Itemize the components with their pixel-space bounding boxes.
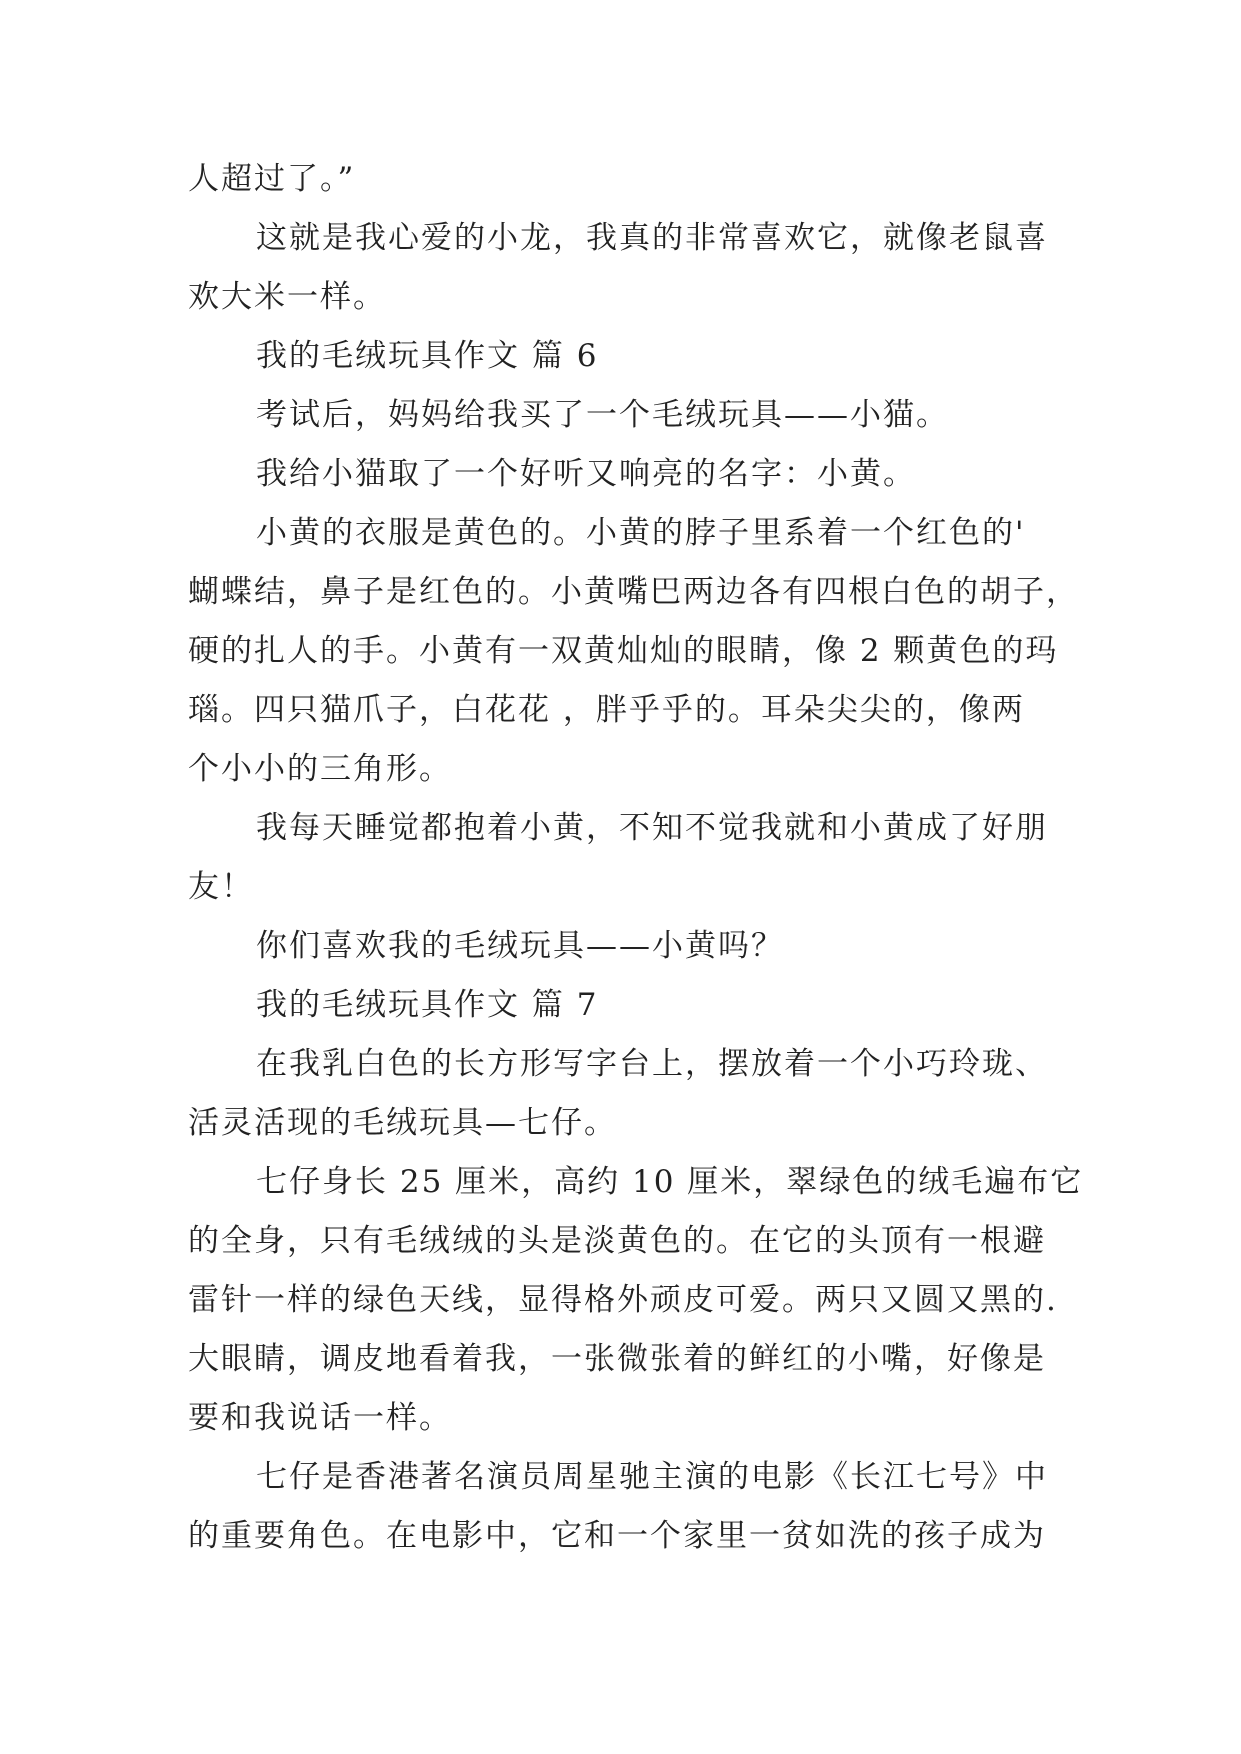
section-heading: 我的毛绒玩具作文 篇 7 (256, 987, 599, 1023)
text-line: 硬的扎人的手。小黄有一双黄灿灿的眼睛，像 2 颗黄色的玛 (188, 633, 1059, 669)
text-line: 蝴蝶结，鼻子是红色的。小黄嘴巴两边各有四根白色的胡子， (188, 574, 1079, 610)
text-line: 我给小猫取了一个好听又响亮的名字：小黄。 (256, 456, 916, 492)
text-line: 七仔身长 25 厘米，高约 10 厘米，翠绿色的绒毛遍布它 (256, 1164, 1084, 1200)
text-line: 个小小的三角形。 (188, 751, 452, 787)
text-line: 瑙。四只猫爪子，白花花 ，胖乎乎的。耳朵尖尖的，像两 (188, 692, 1025, 728)
text-line: 我每天睡觉都抱着小黄，不知不觉我就和小黄成了好朋 (256, 810, 1048, 846)
text-line: 七仔是香港著名演员周星驰主演的电影《长江七号》中 (256, 1459, 1048, 1495)
text-line: 大眼睛，调皮地看着我，一张微张着的鲜红的小嘴，好像是 (188, 1341, 1046, 1377)
text-line: 考试后，妈妈给我买了一个毛绒玩具——小猫。 (256, 397, 949, 433)
text-line: 友！ (188, 869, 254, 905)
text-line: 这就是我心爱的小龙，我真的非常喜欢它，就像老鼠喜 (256, 220, 1048, 256)
text-line: 你们喜欢我的毛绒玩具——小黄吗？ (256, 928, 784, 964)
document-page (188, 150, 1084, 1566)
text-line: 的重要角色。在电影中，它和一个家里一贫如洗的孩子成为 (188, 1518, 1046, 1554)
text-line: 的全身，只有毛绒绒的头是淡黄色的。在它的头顶有一根避 (188, 1223, 1046, 1259)
text-line: 在我乳白色的长方形写字台上，摆放着一个小巧玲珑、 (256, 1046, 1048, 1082)
text-line: 人超过了。” (188, 161, 356, 197)
text-line: 要和我说话一样。 (188, 1400, 452, 1436)
text-line: 活灵活现的毛绒玩具—七仔。 (188, 1105, 617, 1141)
section-heading: 我的毛绒玩具作文 篇 6 (256, 338, 599, 374)
text-line: 小黄的衣服是黄色的。小黄的脖子里系着一个红色的' (256, 515, 1026, 551)
text-line: 欢大米一样。 (188, 279, 386, 315)
text-line: 雷针一样的绿色天线，显得格外顽皮可爱。两只又圆又黑的. (188, 1282, 1058, 1318)
